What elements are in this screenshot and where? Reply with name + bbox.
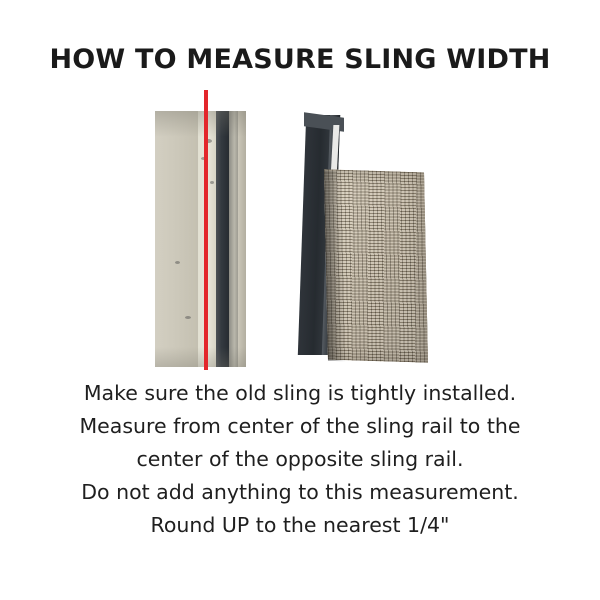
page-title: HOW TO MEASURE SLING WIDTH bbox=[49, 44, 551, 75]
surface-speck bbox=[210, 181, 214, 184]
sling-fabric-rail-photo bbox=[302, 115, 430, 367]
instruction-line: Round UP to the nearest 1/4" bbox=[150, 513, 450, 537]
photo-bottom-shading bbox=[155, 347, 246, 367]
photo-top-shading bbox=[155, 111, 246, 137]
rail-surface-light bbox=[155, 111, 198, 367]
instruction-line: Make sure the old sling is tightly installed. bbox=[83, 381, 517, 405]
instruction-line: Do not add anything to this measurement. bbox=[81, 480, 519, 504]
center-measurement-line bbox=[204, 90, 208, 370]
instruction-line: center of the opposite sling rail. bbox=[136, 447, 464, 471]
sling-rail-cross-section-photo bbox=[155, 111, 246, 367]
rail-edge-gray bbox=[229, 111, 238, 367]
rail-edge-outer bbox=[238, 111, 246, 367]
surface-speck bbox=[175, 261, 180, 264]
rail-channel-dark bbox=[216, 111, 229, 367]
instructions-block bbox=[0, 377, 600, 542]
instruction-line: Measure from center of the sling rail to the bbox=[79, 414, 521, 438]
surface-speck bbox=[185, 316, 191, 319]
